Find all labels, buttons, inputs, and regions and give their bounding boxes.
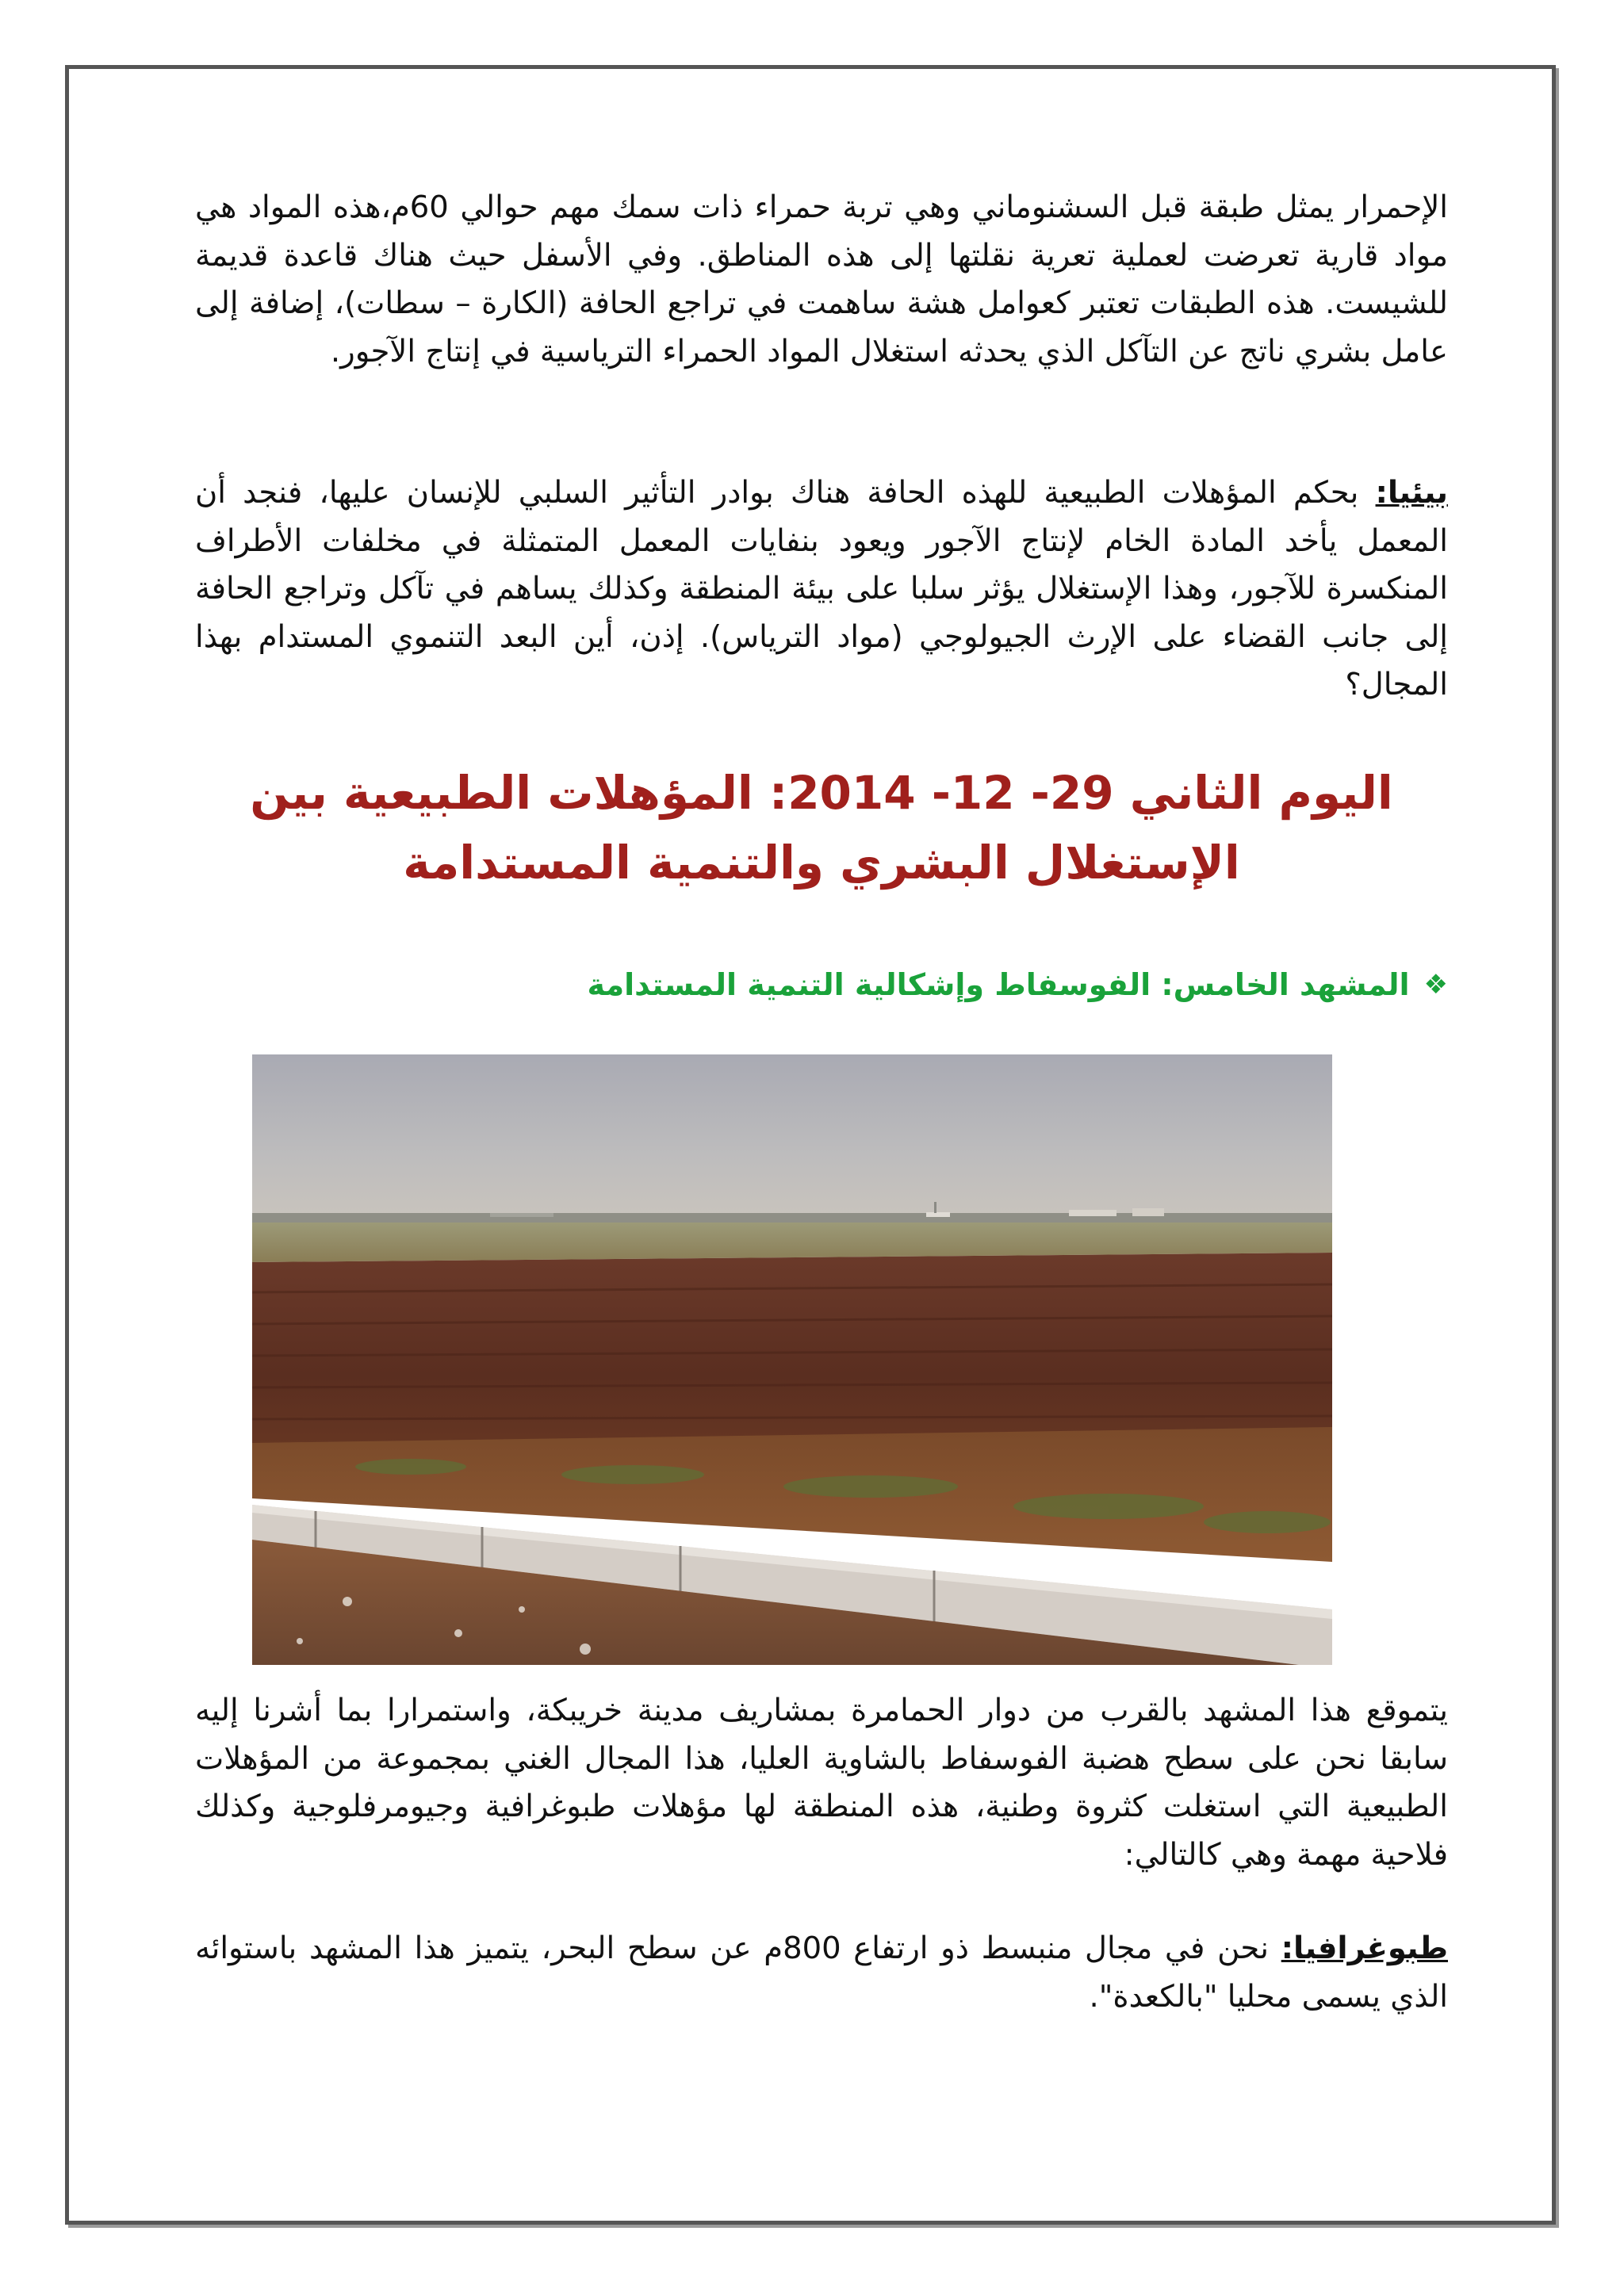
subsection-heading-text: المشهد الخامس: الفوسفاط وإشكالية التنمية المستدامة [587, 967, 1410, 1002]
subsection-heading [588, 961, 1448, 1008]
section-heading: اليوم الثاني 29- 12- 2014: المؤهلات الطبيعية بين الإستغلال البشري والتنمية المستدامة [250, 766, 1393, 890]
paragraph-lead-topography: طبوغرافيا: [1281, 1931, 1448, 1966]
paragraph-topography [195, 1925, 1448, 2021]
diamond-bullet-icon: ❖ [1423, 969, 1448, 1001]
paragraph-environment [195, 469, 1448, 710]
landscape-photo [252, 1054, 1332, 1665]
paragraph-body-topography: نحن في مجال منبسط ذو ارتفاع 800م عن سطح البحر، يتميز هذا المشهد باستوائه الذي يسمى محليا "بالكعدة". [195, 1931, 1448, 2015]
paragraph-geology: الإحمرار يمثل طبقة قبل السشنوماني وهي تربة حمراء ذات سمك مهم حوالي 60م،هذه المواد هي مواد قارية تعرضت لعملية تعرية نقلتها إلى هذه المناطق. وفي الأسفل حيث هناك قاعدة قديمة للشيست. هذه الطبقات تعتبر كعوامل هشة ساهمت في تراجع الحافة (الكارة – سطات)، إضافة إلى عامل بشري ناتج عن التآكل الذي يحدثه استغلال المواد الحمراء الترياسية في إنتاج الآجور. [195, 189, 1448, 369]
paragraph-lead-environment: بيئيا: [1375, 475, 1448, 511]
paragraph-body-environment: بحكم المؤهلات الطبيعية للهذه الحافة هناك بوادر التأثير السلبي للإنسان عليها، فنجد أن المعمل يأخد المادة الخام لإنتاج الآجور ويعود بنفايات المعمل المتمثلة في مخلفات الأطراف المنكسرة للآجور، وهذا الإستغلال يؤثر سلبا على بيئة المنطقة وكذلك يساهم في تآكل وتراجع الحافة إلى جانب القضاء على الإرث الجيولوجي (مواد الترياس). إذن، أين البعد التنموي المستدام بهذا المجال؟ [195, 475, 1448, 702]
paragraph-location: يتموقع هذا المشهد بالقرب من دوار الحمامرة بمشاريف مدينة خريبكة، واستمرارا بما أشرنا إليه سابقا نحن على سطح هضبة الفوسفاط بالشاوية العليا، هذا المجال الغني بمجموعة من المؤهلات الطبيعية التي استغلت كثروة وطنية، هذه المنطقة لها مؤهلات طبوغرافية وجيومرفلوجية وكذلك فلاحية مهمة وهي كالتالي: [195, 1693, 1448, 1873]
field-scene-illustration [252, 1054, 1332, 1665]
sky [252, 1054, 1332, 1221]
